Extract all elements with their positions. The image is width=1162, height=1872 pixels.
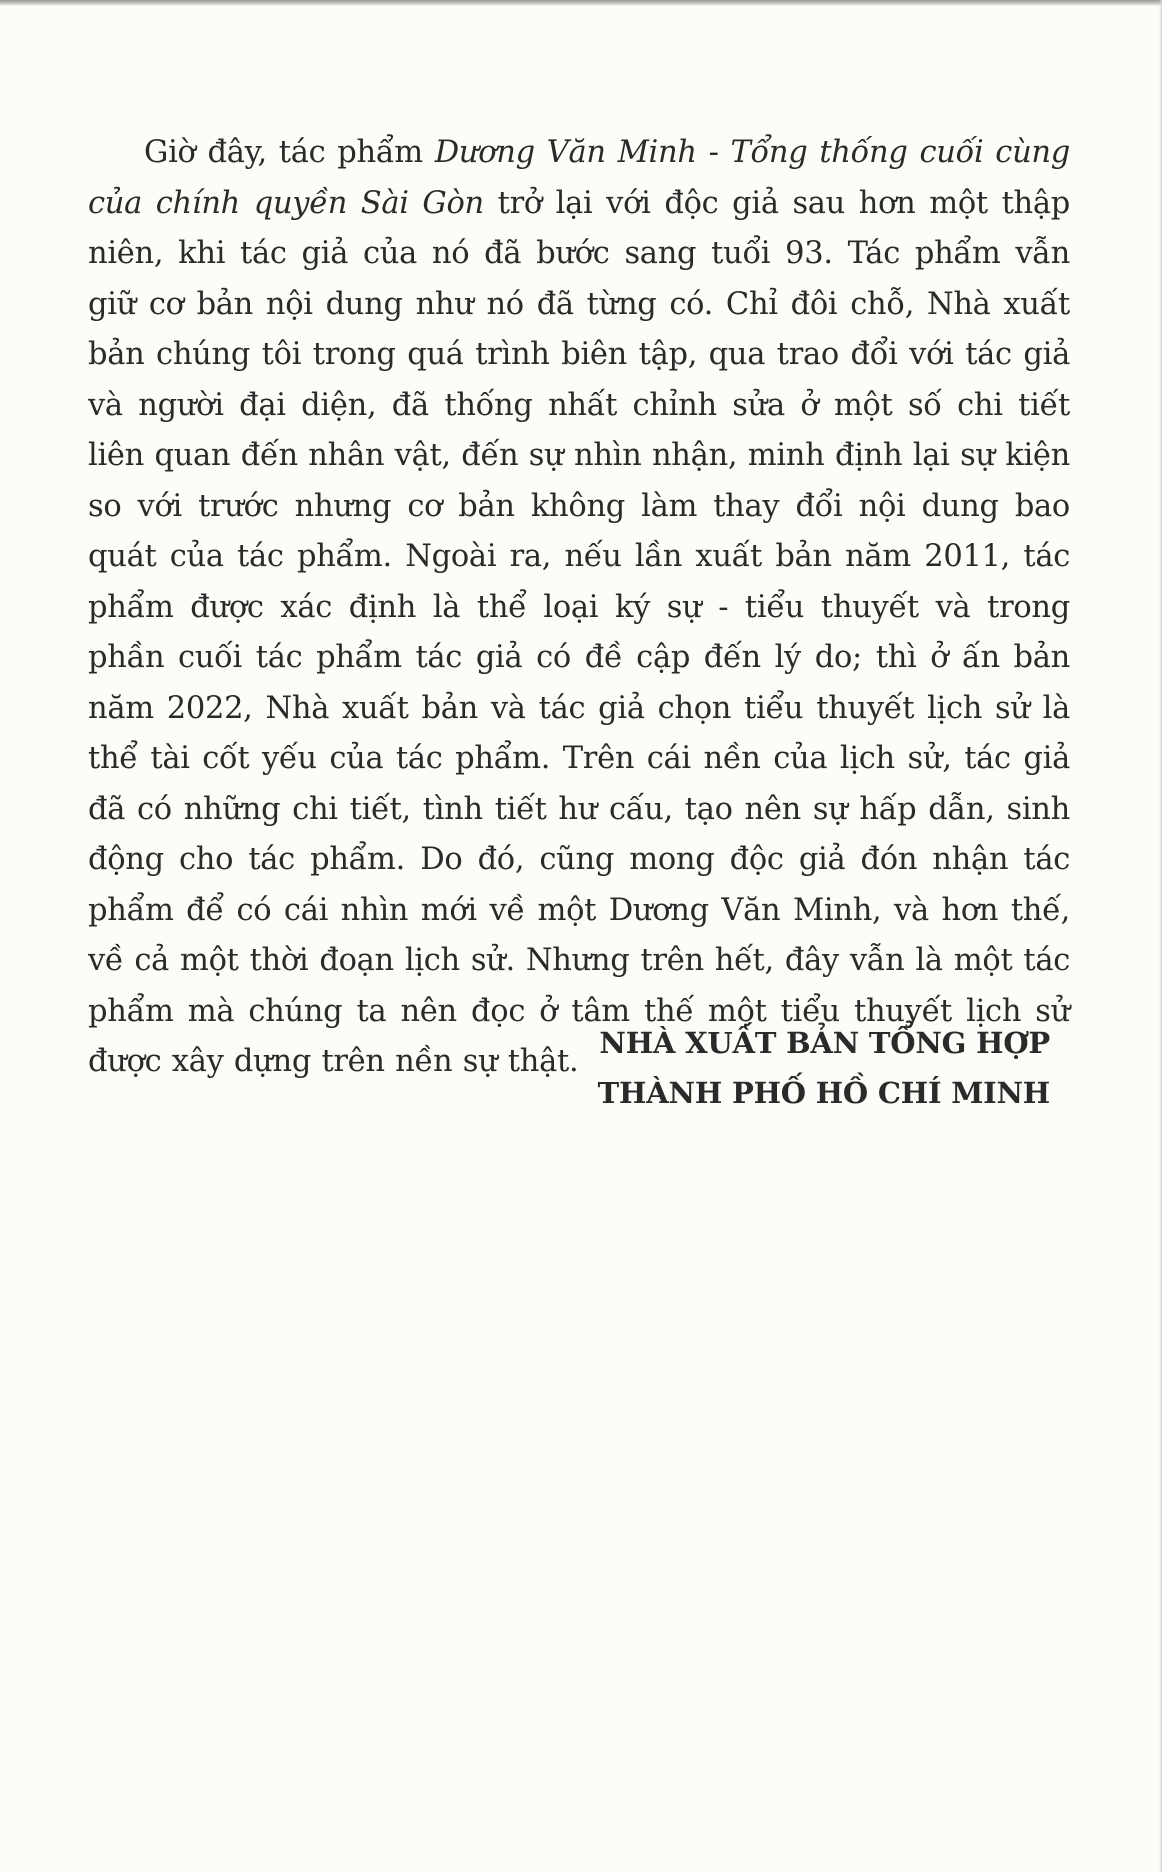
- paragraph-intro: Giờ đây, tác phẩm: [144, 135, 435, 170]
- publisher-note-text: [88, 128, 1070, 1088]
- paragraph-body: trở lại với độc giả sau hơn một thập niên, khi tác giả của nó đã bước sang tuổi 93. Tác phẩm vẫn giữ cơ bản nội dung như nó đã từng có. Chỉ đôi chỗ, Nhà xuất bản chúng tôi trong quá trình biên tập, qua trao đổi với tác giả và người đại diện, đã thống nhất chỉnh sửa ở một số chi tiết liên quan đến nhân vật, đến sự nhìn nhận, minh định lại sự kiện so với trước nhưng cơ bản không làm thay đổi nội dung bao quát của tác phẩm. Ngoài ra, nếu lần xuất bản năm 2011, tác phẩm được xác định là thể loại ký sự - tiểu thuyết và trong phần cuối tác phẩm tác giả có đề cập đến lý do; thì ở ấn bản năm 2022, Nhà xuất bản và tác giả chọn tiểu thuyết lịch sử là thể tài cốt yếu của tác phẩm. Trên cái nền của lịch sử, tác giả đã có những chi tiết, tình tiết hư cấu, tạo nên sự hấp dẫn, sinh động cho tác phẩm. Do đó, cũng mong độc giả đón nhận tác phẩm để có cái nhìn mới về một Dương Văn Minh, và hơn thế, về cả một thời đoạn lịch sử. Nhưng trên hết, đây vẫn là một tác phẩm mà chúng ta nên đọc ở tâm thế một tiểu thuyết lịch sử được xây dựng trên nền sự thật.: [88, 185, 1070, 1079]
- book-title: Dương Văn Minh - Tổng thống cuối cùng của chính quyền Sài Gòn: [88, 135, 1070, 221]
- page-top-edge: [0, 0, 1162, 6]
- publisher-signature: [540, 1018, 1050, 1118]
- signature-line-2: THÀNH PHỐ HỒ CHÍ MINH: [597, 1076, 1050, 1110]
- publisher-note-paragraph: [88, 128, 1070, 1088]
- signature-line-1: NHÀ XUẤT BẢN TỔNG HỢP: [599, 1026, 1050, 1060]
